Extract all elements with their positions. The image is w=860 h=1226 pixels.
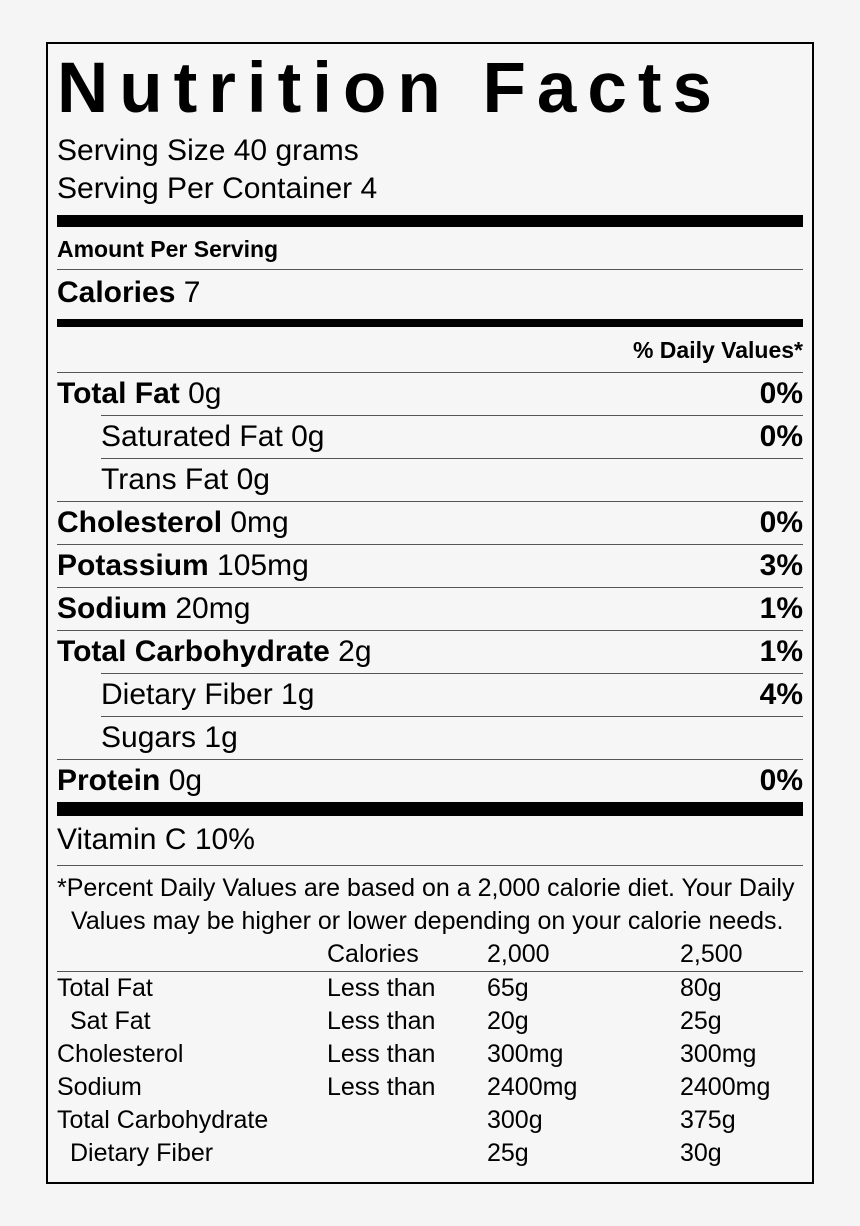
nutrient-daily-value: 0% [759, 506, 803, 539]
ref-value-2500: 80g [680, 974, 722, 1002]
nutrient-row [57, 760, 803, 802]
reference-table-row [57, 1137, 803, 1170]
nutrient-row [57, 631, 803, 673]
ref-value-2000: 25g [487, 1139, 529, 1167]
reference-table-row [57, 1038, 803, 1071]
nutrient-row [57, 674, 803, 716]
nutrient-label: Total Fat [57, 377, 180, 410]
ref-header-blank [57, 938, 327, 971]
nutrient-daily-value: 4% [759, 678, 803, 711]
nutrient-label: Protein [57, 764, 161, 797]
vitamin-row: Vitamin C 10% [57, 816, 803, 866]
nutrient-name-amount: Trans Fat 0g [101, 463, 270, 496]
nutrient-label: Sugars [101, 721, 197, 754]
ref-qualifier [327, 1137, 487, 1170]
nutrient-daily-value: 1% [759, 635, 803, 668]
ref-value-2500: 30g [680, 1139, 722, 1167]
thick-rule-bottom [57, 802, 803, 816]
calories-label: Calories [57, 276, 176, 309]
footnote-line-2: Values may be higher or lower depending on your calorie needs. [71, 907, 784, 935]
ref-value-2000: 300g [487, 1106, 543, 1134]
nutrient-rows [57, 373, 803, 802]
serving-per-container: Serving Per Container 4 [57, 172, 378, 205]
nutrient-name-amount: Protein 0g [57, 764, 203, 797]
nutrient-label: Dietary Fiber [101, 678, 273, 711]
ref-qualifier: Less than [327, 974, 436, 1002]
ref-value-2000: 300mg [487, 1040, 564, 1068]
reference-table-row [57, 972, 803, 1005]
nutrient-name-amount: Saturated Fat 0g [101, 420, 325, 453]
nutrient-name-amount: Sodium 20mg [57, 592, 251, 625]
footnote [57, 866, 803, 938]
serving-size: Serving Size 40 grams [57, 134, 359, 167]
daily-values-header: % Daily Values* [57, 327, 803, 373]
ref-label: Sodium [57, 1073, 142, 1101]
nutrient-row [57, 459, 803, 501]
nutrient-name-amount: Sugars 1g [101, 721, 238, 754]
nutrition-facts-label [46, 42, 814, 1184]
nutrient-row [57, 717, 803, 759]
nutrient-name-amount: Dietary Fiber 1g [101, 678, 315, 711]
ref-label: Total Fat [57, 974, 153, 1002]
ref-header-calories: Calories [327, 940, 419, 968]
reference-table-row [57, 1071, 803, 1104]
thick-rule-mid [57, 319, 803, 327]
ref-value-2500: 375g [680, 1106, 736, 1134]
ref-value-2500: 300mg [680, 1040, 757, 1068]
nutrient-row [57, 416, 803, 458]
nutrient-name-amount: Total Fat 0g [57, 377, 222, 410]
nutrient-daily-value: 0% [759, 420, 803, 453]
ref-label: Sat Fat [70, 1007, 151, 1035]
calories-value: 7 [183, 276, 201, 309]
label-title: Nutrition Facts [57, 49, 723, 128]
reference-table-rows [57, 972, 803, 1170]
nutrient-row [57, 588, 803, 630]
nutrient-row [57, 373, 803, 415]
nutrient-name-amount: Total Carbohydrate 2g [57, 635, 372, 668]
nutrient-name-amount: Cholesterol 0mg [57, 506, 289, 539]
nutrient-label: Sodium [57, 592, 167, 625]
nutrient-row [57, 502, 803, 544]
ref-value-2000: 20g [487, 1007, 529, 1035]
reference-table-header [57, 938, 803, 972]
ref-qualifier [327, 1104, 487, 1137]
ref-value-2000: 65g [487, 974, 529, 1002]
nutrient-label: Total Carbohydrate [57, 635, 330, 668]
ref-label: Cholesterol [57, 1040, 184, 1068]
ref-qualifier: Less than [327, 1007, 436, 1035]
amount-per-serving-heading: Amount Per Serving [57, 227, 803, 270]
calories-row [57, 270, 803, 319]
nutrient-label: Saturated Fat [101, 420, 283, 453]
nutrient-daily-value: 0% [759, 377, 803, 410]
ref-header-2500: 2,500 [680, 940, 743, 968]
thick-rule-top [57, 215, 803, 227]
ref-label: Dietary Fiber [70, 1139, 214, 1167]
nutrient-daily-value: 1% [759, 592, 803, 625]
nutrient-daily-value: 3% [759, 549, 803, 582]
ref-value-2000: 2400mg [487, 1073, 578, 1101]
reference-table [57, 938, 803, 1170]
ref-value-2500: 25g [680, 1007, 722, 1035]
reference-table-row [57, 1005, 803, 1038]
ref-value-2500: 2400mg [680, 1073, 771, 1101]
nutrient-row [57, 545, 803, 587]
reference-table-row [57, 1104, 803, 1137]
nutrient-label: Potassium [57, 549, 209, 582]
ref-header-2000: 2,000 [487, 940, 550, 968]
ref-qualifier: Less than [327, 1073, 436, 1101]
ref-qualifier: Less than [327, 1040, 436, 1068]
nutrient-label: Cholesterol [57, 506, 223, 539]
ref-label: Total Carbohydrate [57, 1106, 269, 1134]
footnote-line-1: *Percent Daily Values are based on a 2,000 calorie diet. Your Daily [57, 874, 795, 902]
nutrient-name-amount: Potassium 105mg [57, 549, 309, 582]
nutrient-label: Trans Fat [101, 463, 229, 496]
nutrient-daily-value: 0% [759, 764, 803, 797]
